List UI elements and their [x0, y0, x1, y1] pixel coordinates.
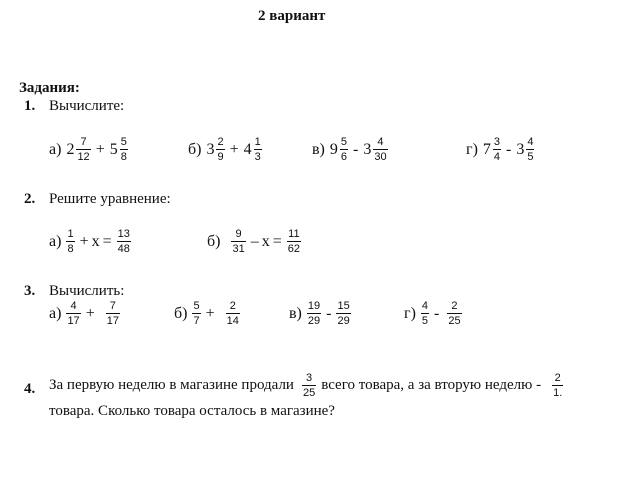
numerator: 19 [307, 300, 321, 312]
item-label: а) [49, 304, 62, 322]
numerator: 7 [109, 300, 116, 312]
task-3-number: 3. [24, 283, 36, 299]
item-label: а) [49, 232, 62, 250]
variable: x [91, 232, 100, 250]
denominator: 5 [527, 151, 534, 164]
fraction [117, 228, 131, 255]
fraction [254, 136, 262, 163]
operator: - [326, 304, 332, 322]
fraction [66, 300, 80, 327]
task-4-line-1 [49, 372, 565, 399]
numerator: 1 [67, 228, 74, 240]
numerator: 4 [377, 136, 384, 148]
variable: x [261, 232, 270, 250]
numerator: 1 [254, 136, 261, 148]
denominator: 62 [287, 243, 300, 256]
item-label: г) [404, 304, 416, 322]
numerator: 3 [306, 372, 313, 384]
denominator: 6 [340, 151, 348, 164]
whole-part: 4 [243, 140, 252, 158]
fraction [76, 136, 90, 163]
numerator: 9 [235, 228, 242, 240]
item-label: б) [188, 140, 202, 158]
fraction [120, 136, 128, 163]
denominator: 8 [120, 151, 127, 164]
denominator: 5 [421, 315, 429, 328]
whole-part: 3 [363, 140, 372, 158]
task-1-item-d [466, 136, 536, 163]
item-label: б) [174, 304, 188, 322]
operator: - [434, 304, 440, 322]
denominator: 25 [448, 315, 461, 328]
numerator: 2 [217, 136, 224, 148]
whole-part: 7 [482, 140, 491, 158]
fraction [526, 136, 534, 163]
fraction [302, 372, 316, 399]
equals-sign: = [102, 232, 112, 250]
task-3-item-b [174, 300, 242, 327]
task-2-item-a [49, 228, 133, 255]
task-4-number: 4. [24, 381, 36, 397]
task-2-number: 2. [24, 191, 36, 207]
numerator: 2 [554, 372, 561, 384]
fraction [192, 300, 200, 327]
denominator: 4 [493, 151, 501, 164]
operator: + [95, 140, 105, 158]
item-label: а) [49, 140, 62, 158]
whole-part: 2 [66, 140, 75, 158]
denominator: 12 [77, 151, 90, 164]
fraction [447, 300, 461, 327]
numerator: 2 [229, 300, 236, 312]
denominator: 25 [302, 387, 316, 400]
operator: - [506, 140, 512, 158]
task-4-line-2: товара. Сколько товара осталось в магазине? [49, 403, 335, 419]
numerator: 4 [527, 136, 534, 148]
fraction [336, 300, 350, 327]
task-2-item-b [207, 228, 303, 255]
numerator: 2 [451, 300, 458, 312]
operator: + [205, 304, 215, 322]
task-1-number: 1. [24, 98, 36, 114]
item-label: г) [466, 140, 478, 158]
fraction [421, 300, 429, 327]
numerator: 3 [493, 136, 501, 148]
whole-part: 5 [109, 140, 118, 158]
operator: + [229, 140, 239, 158]
fraction [66, 228, 74, 255]
denominator: 48 [117, 243, 130, 256]
operator: + [79, 232, 89, 250]
fraction [106, 300, 120, 327]
numerator: 15 [337, 300, 350, 312]
whole-part: 9 [329, 140, 338, 158]
denominator: 14 [226, 315, 239, 328]
denominator: 9 [217, 151, 224, 164]
operator: – [250, 232, 259, 250]
task-1-item-a [49, 136, 130, 163]
fraction [340, 136, 348, 163]
fraction [216, 136, 224, 163]
task-2-text: Решите уравнение: [49, 191, 171, 207]
task-1-item-c [312, 136, 390, 163]
denominator: 8 [67, 243, 74, 256]
page-title: 2 вариант [258, 8, 326, 24]
denominator: 31 [232, 243, 245, 256]
fraction [373, 136, 387, 163]
fraction [226, 300, 240, 327]
equals-sign: = [272, 232, 282, 250]
denominator: 29 [307, 315, 321, 328]
task-3-item-a [49, 300, 122, 327]
whole-part: 3 [516, 140, 525, 158]
fraction [287, 228, 301, 255]
denominator: 3 [254, 151, 261, 164]
denominator: 17 [67, 315, 80, 328]
numerator: 7 [80, 136, 87, 148]
task-3-item-d [404, 300, 464, 327]
item-label: в) [289, 304, 302, 322]
denominator: 7 [193, 315, 200, 328]
whole-part: 3 [206, 140, 215, 158]
operator: + [85, 304, 95, 322]
task-3-text: Вычислить: [49, 283, 125, 299]
numerator: 11 [288, 228, 300, 240]
numerator: 13 [117, 228, 130, 240]
fraction [231, 228, 245, 255]
task-4-text-part-2: всего товара, а за вторую неделю - [321, 377, 542, 394]
denominator: 1. [553, 387, 563, 400]
task-1-item-b [188, 136, 264, 163]
numerator: 4 [421, 300, 429, 312]
item-label: б) [207, 232, 221, 250]
fraction [493, 136, 501, 163]
numerator: 4 [70, 300, 77, 312]
task-4-text-part-1: За первую неделю в магазине продали [49, 377, 294, 394]
item-label: в) [312, 140, 325, 158]
numerator: 5 [340, 136, 348, 148]
task-1-text: Вычислите: [49, 98, 125, 114]
numerator: 5 [193, 300, 200, 312]
denominator: 17 [106, 315, 119, 328]
denominator: 29 [337, 315, 350, 328]
fraction [552, 372, 563, 399]
fraction [307, 300, 321, 327]
numerator: 5 [120, 136, 127, 148]
tasks-heading: Задания: [19, 80, 80, 96]
task-3-item-c [289, 300, 353, 327]
denominator: 30 [374, 151, 387, 164]
operator: - [353, 140, 359, 158]
